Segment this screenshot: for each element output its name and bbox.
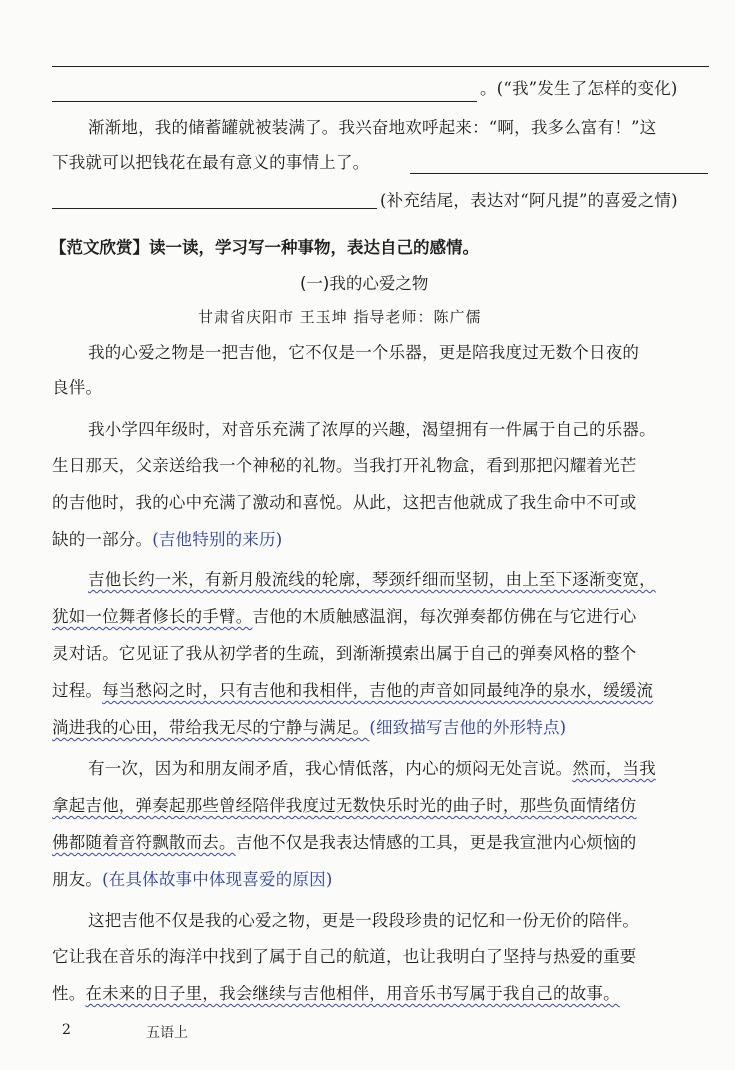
paragraph-line: [52, 832, 637, 854]
margin-annotation: (在具体故事中体现喜爱的原因): [102, 870, 333, 889]
underlined-text: 每当愁闷之时，只有吉他和我相伴，吉他的声音如同最纯净的泉水，缓缓流: [102, 681, 654, 700]
underlined-text: 吉他长约一米，有新月般流线的轮廓，琴颈纤细而坚韧，由上至下逐渐变宽，: [88, 570, 656, 589]
paragraph-text: 性。: [52, 984, 86, 1003]
underlined-text: 佛都随着音符飘散而去。: [52, 833, 236, 852]
paragraph-text: 有一次，因为和朋友闹矛盾，我心情低落，内心的烦闷无处言说。: [88, 759, 573, 778]
paragraph-text: 吉他的木质触感温润，每次弹奏都仿佛在与它进行心: [252, 607, 637, 626]
paragraph-line: 良伴。: [52, 378, 103, 397]
paragraph-text: 吉他不仅是我表达情感的工具，更是我宣泄内心烦恼的: [235, 833, 637, 852]
underlined-text: 犹如一位舞者修长的手臂。: [52, 607, 253, 626]
paragraph-line: [52, 529, 282, 551]
paragraph-text: 朋友。: [52, 870, 103, 889]
paragraph-line: [88, 758, 656, 780]
underlined-text: 淌进我的心田，带给我无尽的宁静与满足。: [52, 718, 370, 737]
answer-line-ending-2[interactable]: [52, 208, 377, 209]
paragraph-line: [52, 717, 566, 739]
paragraph-line: 我小学四年级时，对音乐充满了浓厚的兴趣，渴望拥有一件属于自己的乐器。: [88, 420, 656, 439]
paragraph-line: 下我就可以把钱花在最有意义的事情上了。: [52, 153, 370, 172]
section-heading-text: 读一读，学习写一种事物，表达自己的感情。: [149, 238, 479, 257]
paragraph-text: 过程。: [52, 681, 103, 700]
question-ending-label: (补充结尾，表达对“阿凡提”的喜爱之情): [380, 191, 678, 210]
margin-annotation: (吉他特别的来历): [152, 530, 283, 549]
essay-byline: 甘肃省庆阳市 王玉坤 指导老师：陈广儒: [198, 308, 482, 326]
underlined-text: 然而，当我: [572, 759, 656, 778]
paragraph-line: [52, 869, 332, 891]
underlined-text: 拿起吉他，弹奏起那些曾经陪伴我度过无数快乐时光的曲子时，那些负面情绪仿: [52, 796, 637, 815]
essay-title: (一)我的心爱之物: [300, 274, 429, 293]
paragraph-line: 这把吉他不仅是我的心爱之物，更是一段段珍贵的记忆和一份无价的陪伴。: [88, 911, 640, 930]
paragraph-line: [52, 795, 637, 817]
paragraph-line: [88, 569, 656, 591]
paragraph-line: [52, 680, 653, 702]
paragraph-line: 渐渐地，我的储蓄罐就被装满了。我兴奋地欢呼起来：“啊，我多么富有！”这: [88, 118, 657, 137]
paragraph-line: 灵对话。它见证了我从初学者的生疏，到渐渐摸索出属于自己的弹奏风格的整个: [52, 644, 637, 663]
section-heading: [50, 234, 479, 258]
question-change-label: 。(“我”发生了怎样的变化): [480, 79, 678, 98]
answer-line-full[interactable]: [52, 66, 709, 67]
answer-line-change[interactable]: [52, 101, 477, 102]
paragraph-line: [52, 983, 620, 1005]
paragraph-line: 它让我在音乐的海洋中找到了属于自己的航道，也让我明白了坚持与热爱的重要: [52, 947, 637, 966]
section-heading-bracket: 【范文欣赏】: [50, 238, 149, 257]
paragraph-line: 生日那天，父亲送给我一个神秘的礼物。当我打开礼物盒，看到那把闪耀着光芒: [52, 456, 637, 475]
underlined-text: 在未来的日子里，我会继续与吉他相伴，用音乐书写属于我自己的故事。: [85, 984, 620, 1003]
paragraph-line: 我的心爱之物是一把吉他，它不仅是一个乐器，更是陪我度过无数个日夜的: [88, 343, 640, 362]
answer-line-ending[interactable]: [410, 173, 708, 174]
page-number: 2: [62, 1022, 71, 1038]
book-label: 五语上: [146, 1025, 188, 1041]
margin-annotation: (细致描写吉他的外形特点): [369, 718, 567, 737]
paragraph-line: [52, 606, 637, 628]
paragraph-line: 的吉他时，我的心中充满了激动和喜悦。从此，这把吉他就成了我生命中不可或: [52, 493, 637, 512]
paragraph-text: 缺的一部分。: [52, 530, 153, 549]
